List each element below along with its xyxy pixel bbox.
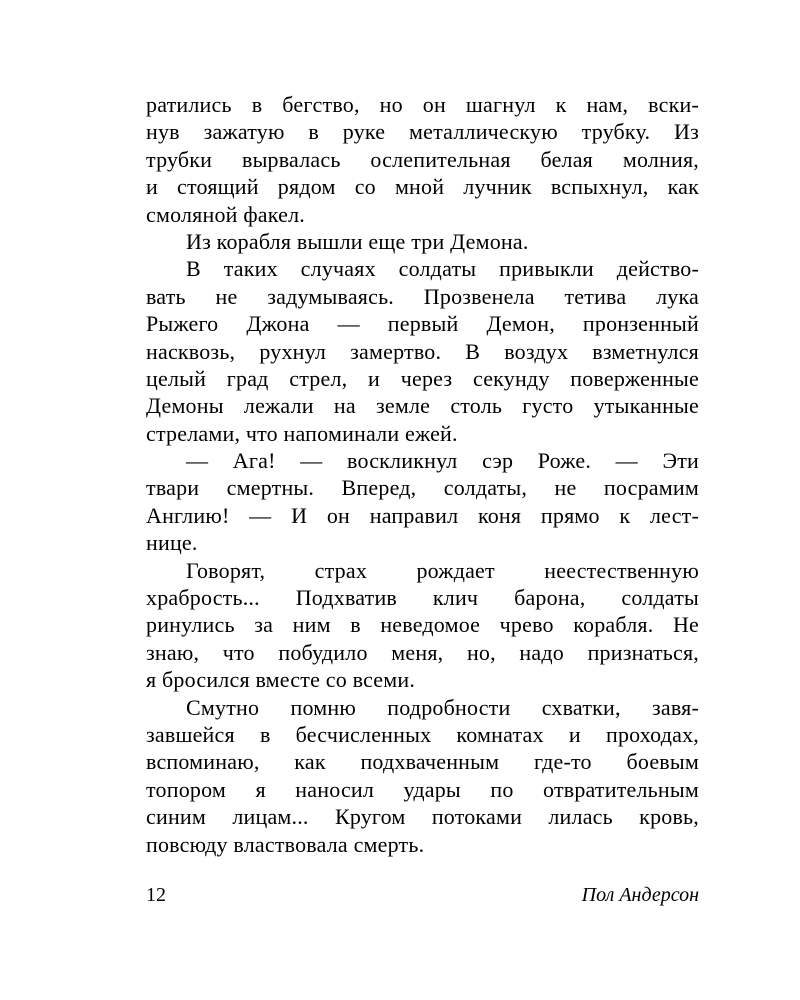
text-line: знаю, что побудило меня, но, надо признаться, — [146, 639, 699, 665]
text-line: я бросился вместе со всеми. — [146, 667, 416, 693]
text-line: завшейся в бесчисленных комнатах и проходах, — [146, 721, 699, 747]
paragraph-start-line: Из корабля вышли еще три Демона. — [186, 228, 529, 254]
paragraph-start-line: — Ага! — воскликнул сэр Роже. — Эти — [186, 448, 699, 474]
text-line: нув зажатую в руке металлическую трубку. Из — [146, 119, 699, 145]
text-line: вать не задумываясь. Прозвенела тетива лука — [146, 283, 699, 309]
text-line: ринулись за ним в неведомое чрево корабля. Не — [146, 612, 699, 638]
page-footer — [146, 880, 699, 910]
text-line: смоляной факел. — [146, 201, 305, 227]
paragraph-start-line: Говорят, страх рождает неестественную — [186, 557, 699, 583]
text-line: синим лицам... Кругом потоками лилась кровь, — [146, 804, 699, 830]
text-line: повсюду властвовала смерть. — [146, 831, 425, 857]
text-line: трубки вырвалась ослепительная белая молния, — [146, 146, 699, 172]
paragraph-start-line: В таких случаях солдаты привыкли действо- — [186, 256, 699, 282]
text-line: и стоящий рядом со мной лучник вспыхнул, как — [146, 174, 699, 200]
text-line: стрелами, что напоминали ежей. — [146, 420, 458, 446]
text-line: Рыжего Джона — первый Демон, пронзенный — [146, 311, 699, 337]
paragraph-start-line: Смутно помню подробности схватки, завя- — [186, 694, 699, 720]
text-line: топором я наносил удары по отвратительным — [146, 776, 699, 802]
text-line: нице. — [146, 530, 198, 556]
running-head-author: Пол Андерсон — [581, 884, 699, 906]
text-line: Англию! — И он направил коня прямо к лест- — [146, 502, 699, 528]
page-number: 12 — [146, 884, 166, 906]
text-line: целый град стрел, и через секунду поверженные — [146, 365, 699, 391]
text-line: вспоминаю, как подхваченным где-то боевым — [146, 749, 699, 775]
text-line: насквозь, рухнул замертво. В воздух взметнулся — [146, 338, 699, 364]
text-line: Демоны лежали на земле столь густо утыканные — [146, 393, 699, 419]
text-line: твари смертны. Вперед, солдаты, не посрамим — [146, 475, 699, 501]
body-text — [146, 91, 699, 858]
text-line: храбрость... Подхватив клич барона, солдаты — [146, 585, 699, 611]
text-line: ратились в бегство, но он шагнул к нам, вски- — [146, 92, 699, 117]
